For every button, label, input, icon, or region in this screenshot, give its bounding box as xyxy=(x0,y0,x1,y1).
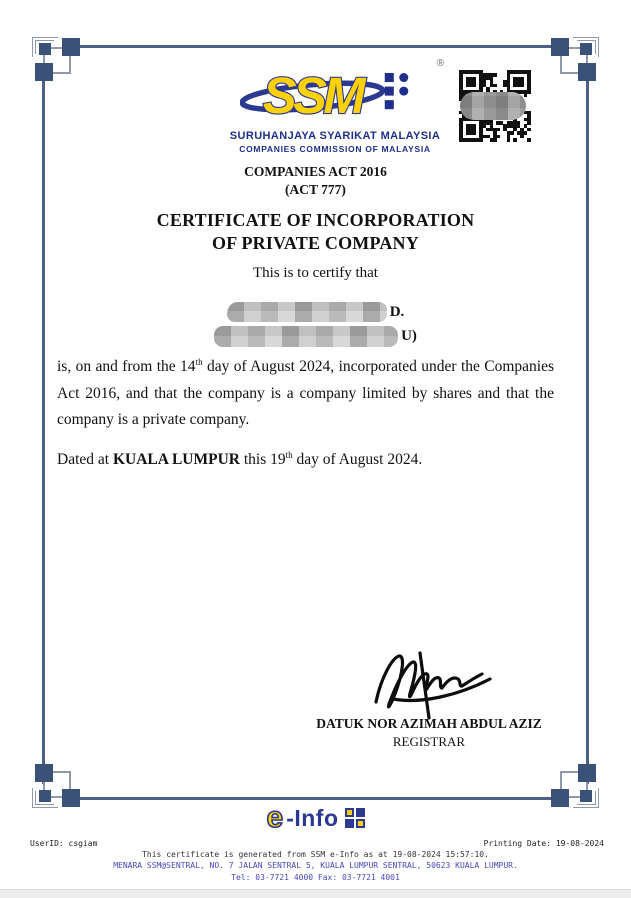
border-corner-top-left xyxy=(26,28,84,86)
certificate-title xyxy=(0,209,631,255)
company-number-visible-text: U) xyxy=(401,327,417,344)
dated-suffix: day of August 2024. xyxy=(292,451,423,468)
company-name-line1 xyxy=(0,300,631,324)
footer-generated-line: This certificate is generated from SSM e-Info as at 19-08-2024 15:57:10. xyxy=(142,850,489,859)
border-line-right xyxy=(586,72,589,784)
registrar-name: DATUK NOR AZIMAH ABDUL AZIZ xyxy=(316,716,542,731)
act-heading-line2: (ACT 777) xyxy=(285,182,346,197)
page-bottom-strip xyxy=(0,889,631,898)
qr-code xyxy=(459,70,535,142)
company-name-visible-text: D. xyxy=(389,303,405,320)
body-superscript: th xyxy=(195,356,203,367)
ssm-logo xyxy=(210,60,460,154)
registered-trademark-icon: ® xyxy=(436,58,444,69)
footer-address-line: MENARA SSM@SENTRAL, NO. 7 JALAN SENTRAL 5, KUALA LUMPUR SENTRAL, 50623 KUALA LUMPUR. xyxy=(113,861,518,870)
footer-user-id: UserID: csgiam xyxy=(30,839,98,848)
dated-place: KUALA LUMPUR xyxy=(112,451,240,468)
act-heading-line1: COMPANIES ACT 2016 xyxy=(244,164,387,179)
einfo-logo xyxy=(0,801,631,834)
registrar-title: REGISTRAR xyxy=(392,734,466,749)
ssm-org-name-malay: SURUHANJAYA SYARIKAT MALAYSIA xyxy=(229,130,441,142)
certificate-title-line1: CERTIFICATE OF INCORPORATION xyxy=(156,210,475,230)
ssm-logo-mark-icon xyxy=(240,60,430,124)
dated-prefix: Dated at xyxy=(57,451,113,468)
act-heading xyxy=(0,163,631,199)
dated-superscript: th xyxy=(285,449,293,460)
ssm-org-name-english: COMPANIES COMMISSION OF MALAYSIA xyxy=(239,144,431,154)
certificate-body-text xyxy=(57,354,554,434)
company-name-redaction-blur xyxy=(227,302,387,322)
footer-printing-date: Printing Date: 19-08-2024 xyxy=(483,839,604,848)
qr-redaction-blur xyxy=(460,92,526,120)
company-name-block xyxy=(0,300,631,348)
dated-line xyxy=(57,451,422,469)
einfo-logo-e: e xyxy=(266,801,284,834)
body-text-part1: is, on and from the 14 xyxy=(57,358,196,375)
border-line-bottom xyxy=(62,797,569,800)
border-corner-top-right xyxy=(547,28,605,86)
einfo-logo-dots-icon xyxy=(345,808,365,828)
einfo-logo-text: -Info xyxy=(286,804,339,831)
company-number-redaction-blur xyxy=(214,326,398,347)
ssm-logo-dots-icon xyxy=(385,73,409,109)
certify-text: This is to certify that xyxy=(253,265,378,281)
certificate-title-line2: OF PRIVATE COMPANY xyxy=(212,233,419,253)
company-name-line2 xyxy=(0,324,631,348)
border-line-top xyxy=(62,45,569,48)
footer-tel-line: Tel: 03-7721 4000 Fax: 03-7721 4001 xyxy=(231,873,400,882)
registrar-signature-icon xyxy=(362,646,507,722)
dated-middle: this 19 xyxy=(239,451,286,468)
ssm-logo-text: SSM xyxy=(262,66,362,124)
body-text-part2: day of August 2024, incorporated under the Companies Act 2016, and that the company is a company limited by shares and that the company is a private company. xyxy=(57,358,554,428)
border-line-left xyxy=(42,72,45,784)
